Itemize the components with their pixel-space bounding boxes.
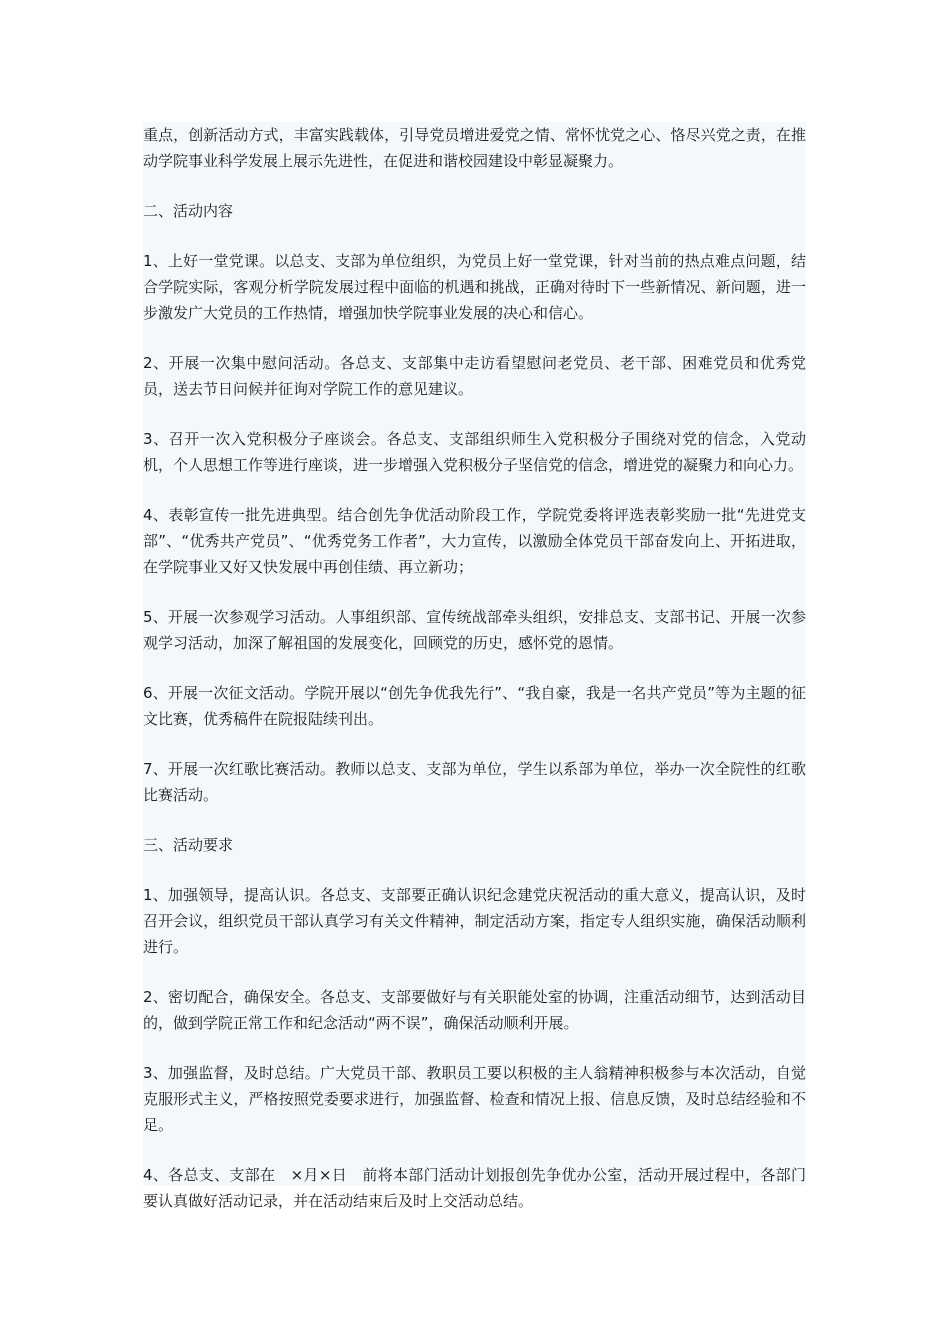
list-item: 6、开展一次征文活动。学院开展以“创先争优我先行”、“我自豪，我是一名共产党员”等为主题的征文比赛，优秀稿件在院报陆续刊出。 bbox=[143, 684, 806, 728]
list-item: 3、召开一次入党积极分子座谈会。各总支、支部组织师生入党积极分子围绕对党的信念，入党动机，个人思想工作等进行座谈，进一步增强入党积极分子坚信党的信念，增进党的凝聚力和向心力。 bbox=[143, 430, 806, 474]
section-heading-activity-requirements: 三、活动要求 bbox=[143, 836, 234, 854]
list-item: 1、上好一堂党课。以总支、支部为单位组织，为党员上好一堂党课，针对当前的热点难点问题，结合学院实际，客观分析学院发展过程中面临的机遇和挑战，正确对待时下一些新情况、新问题，进一步激发广大党员的工作热情，增强加快学院事业发展的决心和信心。 bbox=[143, 252, 806, 322]
list-item: 5、开展一次参观学习活动。人事组织部、宣传统战部牵头组织，安排总支、支部书记、开展一次参观学习活动，加深了解祖国的发展变化，回顾党的历史，感怀党的恩情。 bbox=[143, 608, 806, 652]
list-item: 7、开展一次红歌比赛活动。教师以总支、支部为单位，学生以系部为单位，举办一次全院性的红歌比赛活动。 bbox=[143, 760, 806, 804]
section-heading-activity-content: 二、活动内容 bbox=[143, 202, 234, 220]
intro-paragraph: 重点，创新活动方式，丰富实践载体，引导党员增进爱党之情、常怀忧党之心、恪尽兴党之责，在推动学院事业科学发展上展示先进性，在促进和谐校园建设中彰显凝聚力。 bbox=[143, 126, 806, 170]
list-item: 1、加强领导，提高认识。各总支、支部要正确认识纪念建党庆祝活动的重大意义，提高认识，及时召开会议，组织党员干部认真学习有关文件精神，制定活动方案，指定专人组织实施，确保活动顺利进行。 bbox=[143, 886, 806, 956]
list-item: 4、表彰宣传一批先进典型。结合创先争优活动阶段工作，学院党委将评选表彰奖励一批“先进党支部”、“优秀共产党员”、“优秀党务工作者”，大力宣传，以激励全体党员干部奋发向上、开拓进取，在学院事业又好又快发展中再创佳绩、再立新功； bbox=[143, 506, 806, 576]
list-item: 2、密切配合，确保安全。各总支、支部要做好与有关职能处室的协调，注重活动细节，达到活动目的，做到学院正常工作和纪念活动“两不误”，确保活动顺利开展。 bbox=[143, 988, 806, 1032]
list-item: 2、开展一次集中慰问活动。各总支、支部集中走访看望慰问老党员、老干部、困难党员和优秀党员，送去节日问候并征询对学院工作的意见建议。 bbox=[143, 354, 806, 398]
list-item: 4、各总支、支部在 ×月×日 前将本部门活动计划报创先争优办公室，活动开展过程中，各部门要认真做好活动记录，并在活动结束后及时上交活动总结。 bbox=[143, 1166, 806, 1210]
list-item: 3、加强监督，及时总结。广大党员干部、教职员工要以积极的主人翁精神积极参与本次活动，自觉克服形式主义，严格按照党委要求进行，加强监督、检查和情况上报、信息反馈，及时总结经验和不足。 bbox=[143, 1064, 806, 1134]
document-body bbox=[143, 122, 806, 1210]
